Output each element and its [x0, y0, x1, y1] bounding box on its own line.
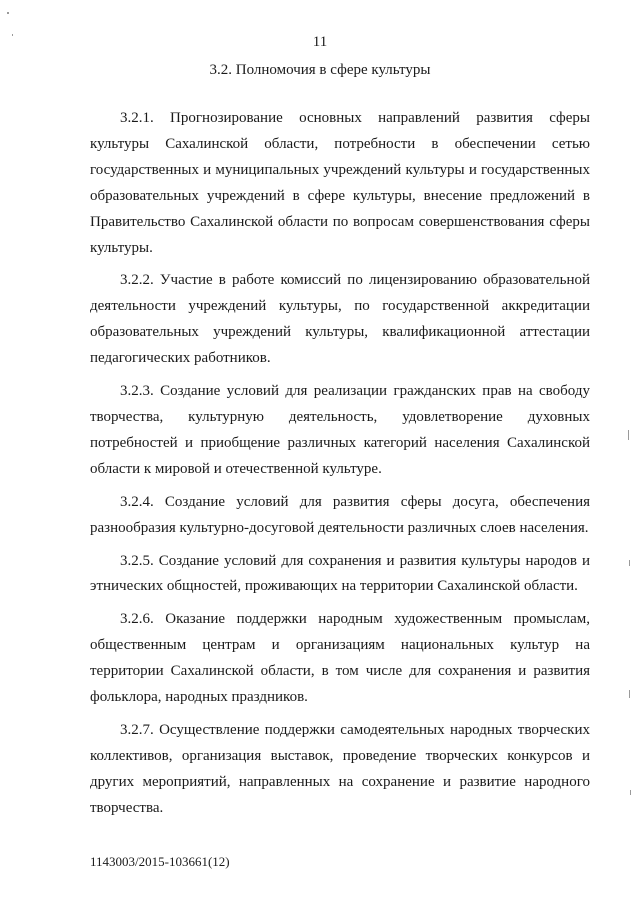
paragraph-3-2-3: 3.2.3. Создание условий для реализации гражданских прав на свободу творчества, культурную деятельность, удовлетворение духовных потребностей и приобщение различных категорий населения Сахалинской области к мировой и отечественной культуре.: [90, 383, 590, 477]
scan-edge-mark: [628, 430, 629, 440]
paragraph-3-2-4: 3.2.4. Создание условий для развития сферы досуга, обеспечения разнообразия культурно-досуговой деятельности различных слоев населения.: [90, 493, 590, 536]
paragraph-3-2-1: 3.2.1. Прогнозирование основных направлений развития сферы культуры Сахалинской области, потребности в обеспечении сетью государственных и муниципальных учреждений культуры и государственных образовательных учреждений в сфере культуры, внесение предложений в Правительство Сахалинской области по вопросам совершенствования сферы культуры.: [90, 110, 590, 256]
page-number: 11: [312, 34, 328, 50]
paragraph-3-2-6: 3.2.6. Оказание поддержки народным художественным промыслам, общественным центрам и организациям национальных культур на территории Сахалинской области, в том числе для сохранения и развития фольклора, народных праздников.: [90, 611, 590, 706]
section-title: 3.2. Полномочия в сфере культуры: [209, 62, 431, 78]
document-id: 1143003/2015-103661(12): [90, 854, 230, 869]
body-text: [90, 106, 590, 829]
paragraph-3-2-7: 3.2.7. Осуществление поддержки самодеятельных народных творческих коллективов, организация выставок, проведение творческих конкурсов и других мероприятий, направленных на сохранение и развитие народного творчества.: [90, 721, 590, 816]
scan-edge-mark: [629, 690, 630, 698]
scan-edge-mark: [630, 790, 631, 795]
scan-edge-mark: [629, 560, 630, 566]
paragraph-3-2-2: 3.2.2. Участие в работе комиссий по лицензированию образовательной деятельности учреждений культуры, по государственной аккредитации образовательных учреждений культуры, квалификационной аттестации педагогических работников.: [90, 272, 590, 367]
paragraph-3-2-5: 3.2.5. Создание условий для сохранения и развития культуры народов и этнических общностей, проживающих на территории Сахалинской области.: [90, 552, 590, 595]
scan-speck: [7, 12, 9, 14]
